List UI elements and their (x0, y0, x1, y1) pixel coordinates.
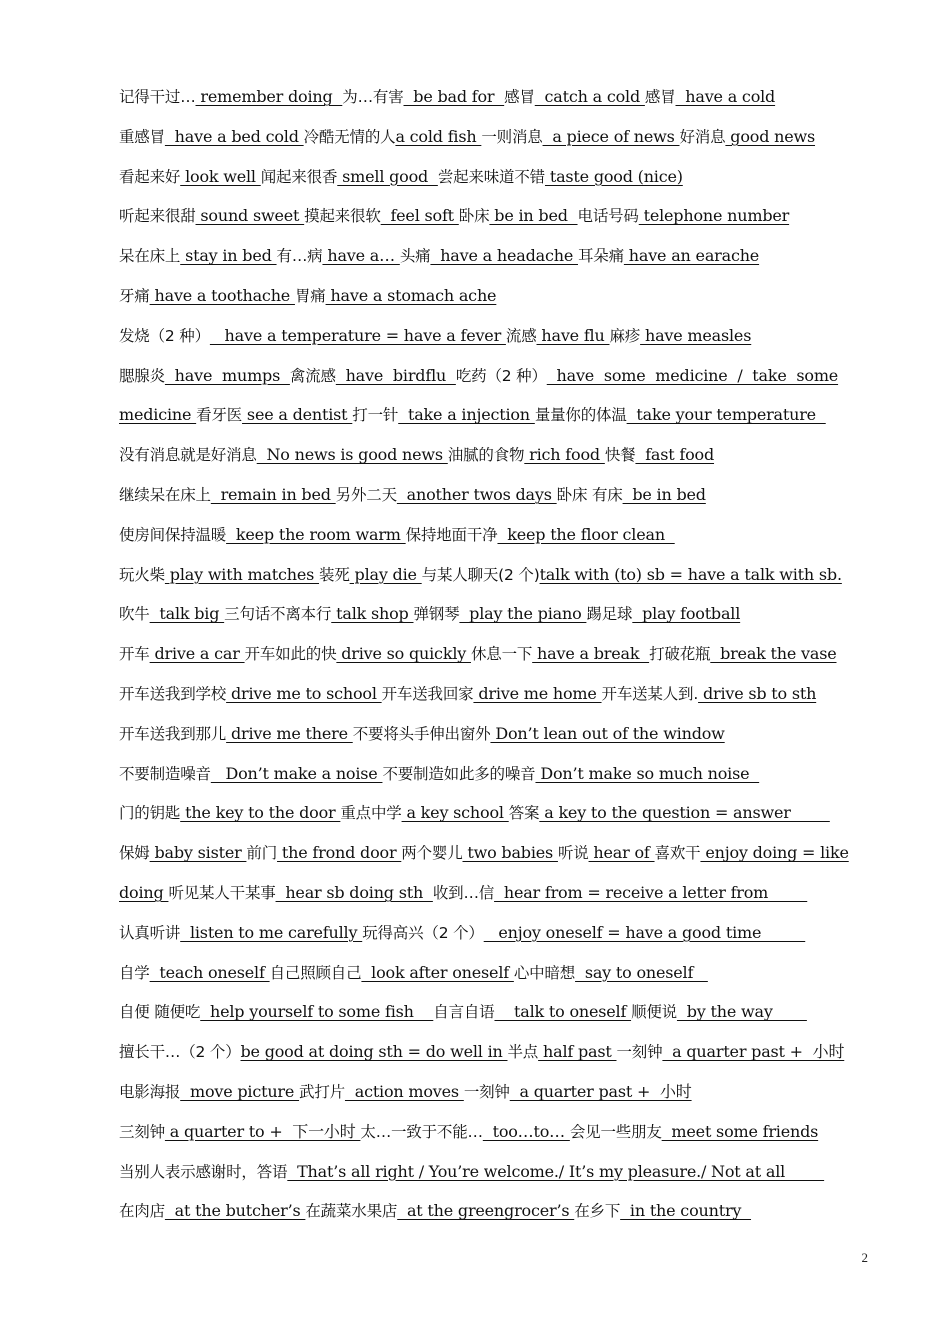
english-answer: talk with (to) sb = have a talk with sb. (539, 564, 842, 584)
english-answer: have a stomach ache (325, 285, 497, 305)
chinese-prompt: 电话号码 (577, 207, 639, 226)
chinese-prompt: 开车如此的快 (244, 645, 337, 664)
english-answer: Don’t lean out of the window (490, 723, 725, 743)
chinese-prompt: 认真听讲 (119, 923, 181, 942)
english-answer: a quarter past + 小时 (662, 1042, 845, 1062)
chinese-prompt: 吃药（2 种） (455, 366, 547, 385)
english-answer: two babies (462, 843, 558, 863)
english-answer: at the butcher’s (164, 1201, 306, 1221)
chinese-prompt: 卧床 (458, 207, 490, 226)
english-answer: have a toothache (149, 285, 295, 305)
chinese-prompt: 当别人表示感谢时，答语 (119, 1162, 288, 1181)
english-answer: have a temperature = have a fever (209, 325, 506, 345)
chinese-prompt: 听说 (557, 844, 589, 863)
text-line (119, 637, 871, 677)
text-line (119, 876, 871, 916)
chinese-prompt: 答案 (508, 804, 540, 823)
english-answer: be bad for (403, 87, 505, 106)
english-answer: have mumps (164, 365, 290, 385)
english-answer: rich food (524, 445, 605, 465)
english-answer: keep the floor clean (497, 524, 675, 544)
chinese-prompt: 三刻钟 (119, 1122, 165, 1141)
chinese-prompt: 感冒 (504, 88, 535, 106)
english-answer: taste good (nice) (544, 166, 683, 186)
chinese-prompt: 胃痛 (294, 286, 326, 305)
chinese-prompt: 发烧（2 种） (119, 326, 210, 345)
chinese-prompt: 为…有害 (342, 88, 404, 106)
chinese-prompt: 卧床 有床 (556, 485, 623, 504)
chinese-prompt: 另外二天 (335, 485, 397, 504)
english-answer: half past (538, 1042, 617, 1062)
chinese-prompt: 牙痛 (119, 286, 150, 305)
chinese-prompt: 玩火柴 (119, 565, 165, 584)
english-answer: hear from = receive a letter from (494, 882, 808, 902)
english-answer: by the way (676, 1002, 807, 1022)
english-answer: fast food (635, 445, 715, 465)
text-line (119, 956, 871, 996)
english-answer: enjoy oneself = have a good time (483, 922, 806, 942)
vocabulary-list (119, 80, 871, 1234)
text-line (119, 80, 871, 120)
chinese-prompt: 会见一些朋友 (569, 1122, 662, 1141)
english-answer: play the piano (459, 604, 587, 624)
english-answer: action moves (344, 1081, 464, 1101)
chinese-prompt: 休息一下 (470, 645, 533, 664)
english-answer: have measles (640, 325, 752, 345)
english-answer: talk shop (331, 604, 414, 624)
chinese-prompt: 冷酷无情的人 (303, 127, 396, 146)
english-answer: have a break (532, 644, 650, 664)
english-answer: be good at doing sth = do well in (240, 1042, 508, 1062)
chinese-prompt: 吹牛 (119, 605, 150, 624)
english-answer: say to oneself (575, 962, 708, 982)
english-answer: have an earache (623, 246, 760, 266)
text-line (119, 796, 871, 836)
chinese-prompt: 量量你的体温 (534, 406, 627, 425)
text-line (119, 1194, 871, 1234)
text-line (119, 836, 871, 876)
chinese-prompt: 不要将头手伸出窗外 (352, 724, 491, 743)
english-answer: break the vase (710, 644, 837, 664)
chinese-prompt: 听见某人干某事 (168, 883, 276, 902)
chinese-prompt: 三句话不离本行 (224, 605, 332, 624)
text-line (119, 478, 871, 518)
text-line (119, 319, 871, 359)
text-line (119, 199, 871, 239)
chinese-prompt: 继续呆在床上 (119, 485, 211, 504)
english-answer: the frond door (277, 843, 402, 863)
chinese-prompt: 开车送某人到. (601, 684, 699, 703)
english-answer: too…to… (482, 1121, 570, 1141)
chinese-prompt: 踢足球 (586, 605, 633, 624)
english-answer: have a headache (430, 246, 578, 266)
chinese-prompt: 门的钥匙 (119, 804, 181, 823)
chinese-prompt: 一刻钟 (463, 1082, 510, 1101)
english-answer: a quarter past + 小时 (509, 1081, 692, 1101)
english-answer: at the greengrocer’s (397, 1201, 575, 1221)
chinese-prompt: 不要制造噪音 (119, 764, 211, 783)
english-answer: drive a car (149, 644, 245, 664)
text-line (119, 677, 871, 717)
chinese-prompt: 没有消息就是好消息 (119, 446, 257, 465)
chinese-prompt: 禽流感 (289, 366, 336, 385)
chinese-prompt: 保姆 (119, 844, 150, 863)
text-line (119, 1115, 871, 1155)
chinese-prompt: 自学 (119, 963, 150, 982)
text-line (119, 717, 871, 757)
english-answer: talk big (149, 604, 225, 624)
english-answer: a cold fish (395, 126, 482, 146)
chinese-prompt: 快餐 (604, 446, 636, 465)
english-answer: have a bed cold (164, 126, 304, 146)
chinese-prompt: 顺便说 (631, 1003, 677, 1022)
chinese-prompt: 油腻的食物 (447, 446, 525, 465)
chinese-prompt: 开车 (119, 645, 150, 664)
chinese-prompt: 在乡下 (574, 1202, 621, 1221)
english-answer: have birdflu (335, 365, 456, 385)
chinese-prompt: 装死 (319, 565, 350, 584)
chinese-prompt: 摸起来很软 (304, 207, 381, 226)
english-answer: remain in bed (210, 484, 336, 504)
chinese-prompt: 重点中学 (340, 804, 402, 823)
english-answer: move picture (180, 1081, 300, 1101)
chinese-prompt: 收到…信 (432, 883, 495, 902)
chinese-prompt: 两个婴儿 (401, 844, 463, 863)
chinese-prompt: 使房间保持温暖 (119, 525, 227, 544)
text-line (119, 757, 871, 797)
chinese-prompt: 开车送我到那儿 (119, 724, 227, 743)
chinese-prompt: 闻起来很香 (260, 167, 338, 186)
english-answer: the key to the door (180, 803, 341, 823)
text-line (119, 160, 871, 200)
english-answer: in the country (620, 1201, 752, 1221)
chinese-prompt: 前门 (246, 844, 278, 863)
english-answer: have some medicine / take some (546, 365, 839, 385)
chinese-prompt: 听起来很甜 (119, 207, 196, 226)
english-answer: a key to the question = answer (539, 803, 830, 823)
english-answer: a key school (401, 803, 509, 823)
text-line (119, 398, 871, 438)
english-answer: drive me to school (226, 683, 382, 703)
english-answer: doing (119, 882, 169, 902)
english-answer: have a cold (675, 87, 776, 106)
chinese-prompt: 尝起来味道不错 (437, 167, 545, 186)
english-answer: take a injection (398, 405, 535, 425)
english-answer: stay in bed (180, 246, 277, 266)
english-answer: drive so quickly (336, 644, 471, 664)
text-line (119, 916, 871, 956)
english-answer: be in bed (489, 206, 578, 226)
page-number: 2 (861, 1250, 868, 1265)
chinese-prompt: 感冒 (644, 88, 676, 106)
english-answer: medicine (119, 405, 197, 425)
chinese-prompt: 好消息 (679, 127, 726, 146)
text-line (119, 1155, 871, 1195)
text-line (119, 239, 871, 279)
english-answer: Don’t make a noise (210, 763, 383, 783)
text-line (119, 120, 871, 160)
chinese-prompt: 看牙医 (196, 406, 243, 425)
english-answer: another twos days (396, 484, 557, 504)
text-line (119, 558, 871, 598)
english-answer: play with matches (164, 564, 320, 584)
english-answer: keep the room warm (226, 524, 406, 544)
chinese-prompt: 在蔬菜水果店 (305, 1202, 398, 1221)
english-answer: play die (349, 564, 422, 584)
chinese-prompt: 电影海报 (119, 1082, 181, 1101)
english-answer: sound sweet (195, 206, 305, 226)
chinese-prompt: 看起来好 (119, 167, 181, 186)
english-answer: good news (725, 126, 816, 146)
text-line (119, 438, 871, 478)
english-answer: take your temperature (626, 405, 826, 425)
english-answer: hear sb doing sth (275, 882, 433, 902)
english-answer: look after oneself (361, 962, 514, 982)
english-answer: hear of (588, 843, 655, 863)
chinese-prompt: 开车送我到学校 (119, 684, 227, 703)
english-answer: have flu (536, 325, 610, 345)
english-answer: drive me there (226, 723, 353, 743)
chinese-prompt: 腮腺炎 (119, 366, 165, 385)
chinese-prompt: 有…病 (276, 247, 323, 266)
english-answer: No news is good news (256, 445, 448, 465)
text-line (119, 1075, 871, 1115)
chinese-prompt: 半点 (507, 1043, 539, 1062)
chinese-prompt: 在肉店 (119, 1202, 165, 1221)
english-answer: remember doing (195, 87, 343, 106)
english-answer: feel soft (380, 206, 459, 226)
english-answer: listen to me carefully (180, 922, 363, 942)
chinese-prompt: 一则消息 (481, 127, 543, 146)
english-answer: catch a cold (534, 87, 645, 106)
text-line (119, 359, 871, 399)
chinese-prompt: 自己照顾自己 (269, 963, 362, 982)
chinese-prompt: 保持地面干净 (405, 525, 498, 544)
chinese-prompt: 喜欢干 (654, 844, 701, 863)
chinese-prompt: 弹钢琴 (413, 605, 460, 624)
english-answer: a quarter to + 下一小时 (164, 1121, 361, 1141)
english-answer: Don’t make so much noise (535, 763, 760, 783)
chinese-prompt: 太…一致于不能… (360, 1122, 483, 1141)
chinese-prompt: 打一针 (352, 406, 399, 425)
english-answer: be in bed (622, 484, 706, 504)
english-answer: help yourself to some fish (200, 1002, 434, 1022)
english-answer: a piece of news (542, 126, 680, 146)
chinese-prompt: 耳朵痛 (577, 247, 624, 266)
english-answer: enjoy doing = like (700, 843, 849, 863)
english-answer: drive sb to sth (698, 683, 817, 703)
chinese-prompt: 擅长干…（2 个） (119, 1043, 241, 1062)
chinese-prompt: 头痛 (399, 247, 431, 266)
english-answer: see a dentist (242, 405, 353, 425)
english-answer: baby sister (149, 843, 247, 863)
chinese-prompt: 麻疹 (609, 326, 641, 345)
chinese-prompt: 心中暗想 (513, 963, 576, 982)
english-answer: That’s all right / You’re welcome./ It’s my pleasure./ Not at all (287, 1161, 825, 1181)
chinese-prompt: 玩得高兴（2 个） (362, 923, 484, 942)
english-answer: drive me home (473, 683, 602, 703)
chinese-prompt: 不要制造如此多的噪音 (382, 764, 536, 783)
chinese-prompt: 武打片 (299, 1082, 345, 1101)
english-answer: talk to oneself (494, 1002, 632, 1022)
text-line (119, 1035, 871, 1075)
english-answer: teach oneself (149, 962, 270, 982)
text-line (119, 279, 871, 319)
chinese-prompt: 一刻钟 (616, 1043, 663, 1062)
chinese-prompt: 记得干过… (119, 88, 196, 106)
text-line (119, 518, 871, 558)
english-answer: have a… (322, 246, 400, 266)
chinese-prompt: 自便 随便吃 (119, 1003, 201, 1022)
chinese-prompt: 与某人聊天(2 个) (421, 565, 540, 584)
chinese-prompt: 流感 (505, 326, 537, 345)
english-answer: meet some friends (661, 1121, 819, 1141)
chinese-prompt: 开车送我回家 (381, 684, 474, 703)
english-answer: look well (180, 166, 261, 186)
text-line (119, 995, 871, 1035)
chinese-prompt: 重感冒 (119, 127, 165, 146)
english-answer: smell good (337, 166, 438, 186)
english-answer: play football (632, 604, 741, 624)
chinese-prompt: 自言自语 (433, 1003, 495, 1022)
text-line (119, 597, 871, 637)
english-answer: telephone number (638, 206, 790, 226)
chinese-prompt: 打破花瓶 (649, 645, 711, 664)
chinese-prompt: 呆在床上 (119, 247, 181, 266)
